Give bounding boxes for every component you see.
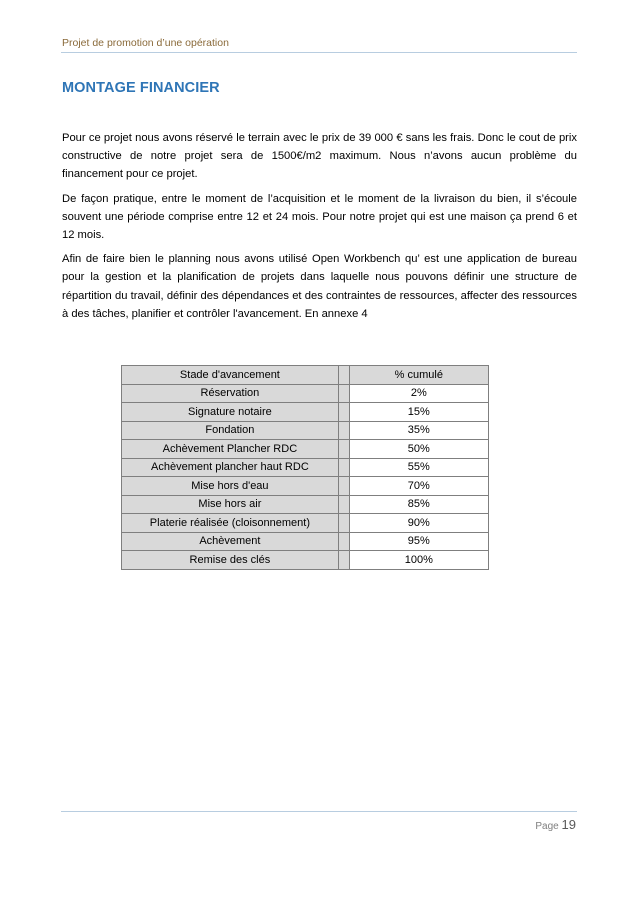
percent-cell: 55% (349, 458, 488, 477)
header-spacer (338, 366, 349, 385)
percent-cell: 100% (349, 551, 488, 570)
spacer-cell (338, 403, 349, 422)
page-label: Page (535, 821, 559, 832)
table-row (122, 551, 489, 570)
stage-cell: Mise hors d'eau (122, 477, 339, 496)
stage-cell: Achèvement Plancher RDC (122, 440, 339, 459)
percent-cell: 2% (349, 384, 488, 403)
stage-cell: Mise hors air (122, 495, 339, 514)
progress-stage-table (121, 365, 489, 570)
table-row (122, 477, 489, 496)
footer-divider (61, 811, 577, 812)
table-row (122, 495, 489, 514)
header-divider (61, 52, 577, 53)
spacer-cell (338, 458, 349, 477)
table-row (122, 421, 489, 440)
percent-cell: 85% (349, 495, 488, 514)
stage-cell: Réservation (122, 384, 339, 403)
percent-cell: 15% (349, 403, 488, 422)
section-title: MONTAGE FINANCIER (62, 80, 220, 96)
percent-cell: 70% (349, 477, 488, 496)
spacer-cell (338, 384, 349, 403)
table-row (122, 403, 489, 422)
stage-cell: Achèvement (122, 532, 339, 551)
stage-cell: Remise des clés (122, 551, 339, 570)
percent-cell: 90% (349, 514, 488, 533)
paragraph: Afin de faire bien le planning nous avons utilisé Open Workbench qu’ est une application de bureau pour la gestion et la planification de projets dans laquelle nous pouvons définir une structure de répartition du travail, définir des dépendances et des contraintes de ressources, affecter des ressources à des tâches, planifier et contrôler l'avancement. En annexe 4 (62, 253, 577, 320)
stage-cell: Platerie réalisée (cloisonnement) (122, 514, 339, 533)
table-row (122, 532, 489, 551)
header-percent: % cumulé (349, 366, 488, 385)
percent-cell: 35% (349, 421, 488, 440)
table-row (122, 440, 489, 459)
page-number-value: 19 (561, 817, 576, 832)
stage-cell: Fondation (122, 421, 339, 440)
spacer-cell (338, 421, 349, 440)
spacer-cell (338, 440, 349, 459)
table-header-row (122, 366, 489, 385)
stage-cell: Achèvement plancher haut RDC (122, 458, 339, 477)
running-header: Projet de promotion d’une opération (62, 37, 229, 49)
page-number (535, 817, 576, 832)
spacer-cell (338, 551, 349, 570)
percent-cell: 50% (349, 440, 488, 459)
paragraph: Pour ce projet nous avons réservé le terrain avec le prix de 39 000 € sans les frais. Donc le cout de prix constructive de notre projet sera de 1500€/m2 maximum. Nous n’avons aucun problème du financement pour ce projet. (62, 132, 577, 181)
spacer-cell (338, 532, 349, 551)
stage-cell: Signature notaire (122, 403, 339, 422)
table-row (122, 384, 489, 403)
percent-cell: 95% (349, 532, 488, 551)
paragraph: De façon pratique, entre le moment de l’acquisition et le moment de la livraison du bien, il s’écoule souvent une période comprise entre 12 et 24 mois. Pour notre projet qui est une maison ça prend 6 et 12 mois. (62, 192, 577, 242)
spacer-cell (338, 477, 349, 496)
spacer-cell (338, 514, 349, 533)
body-text (62, 129, 577, 329)
table-row (122, 514, 489, 533)
header-stage: Stade d'avancement (122, 366, 339, 385)
table-row (122, 458, 489, 477)
spacer-cell (338, 495, 349, 514)
